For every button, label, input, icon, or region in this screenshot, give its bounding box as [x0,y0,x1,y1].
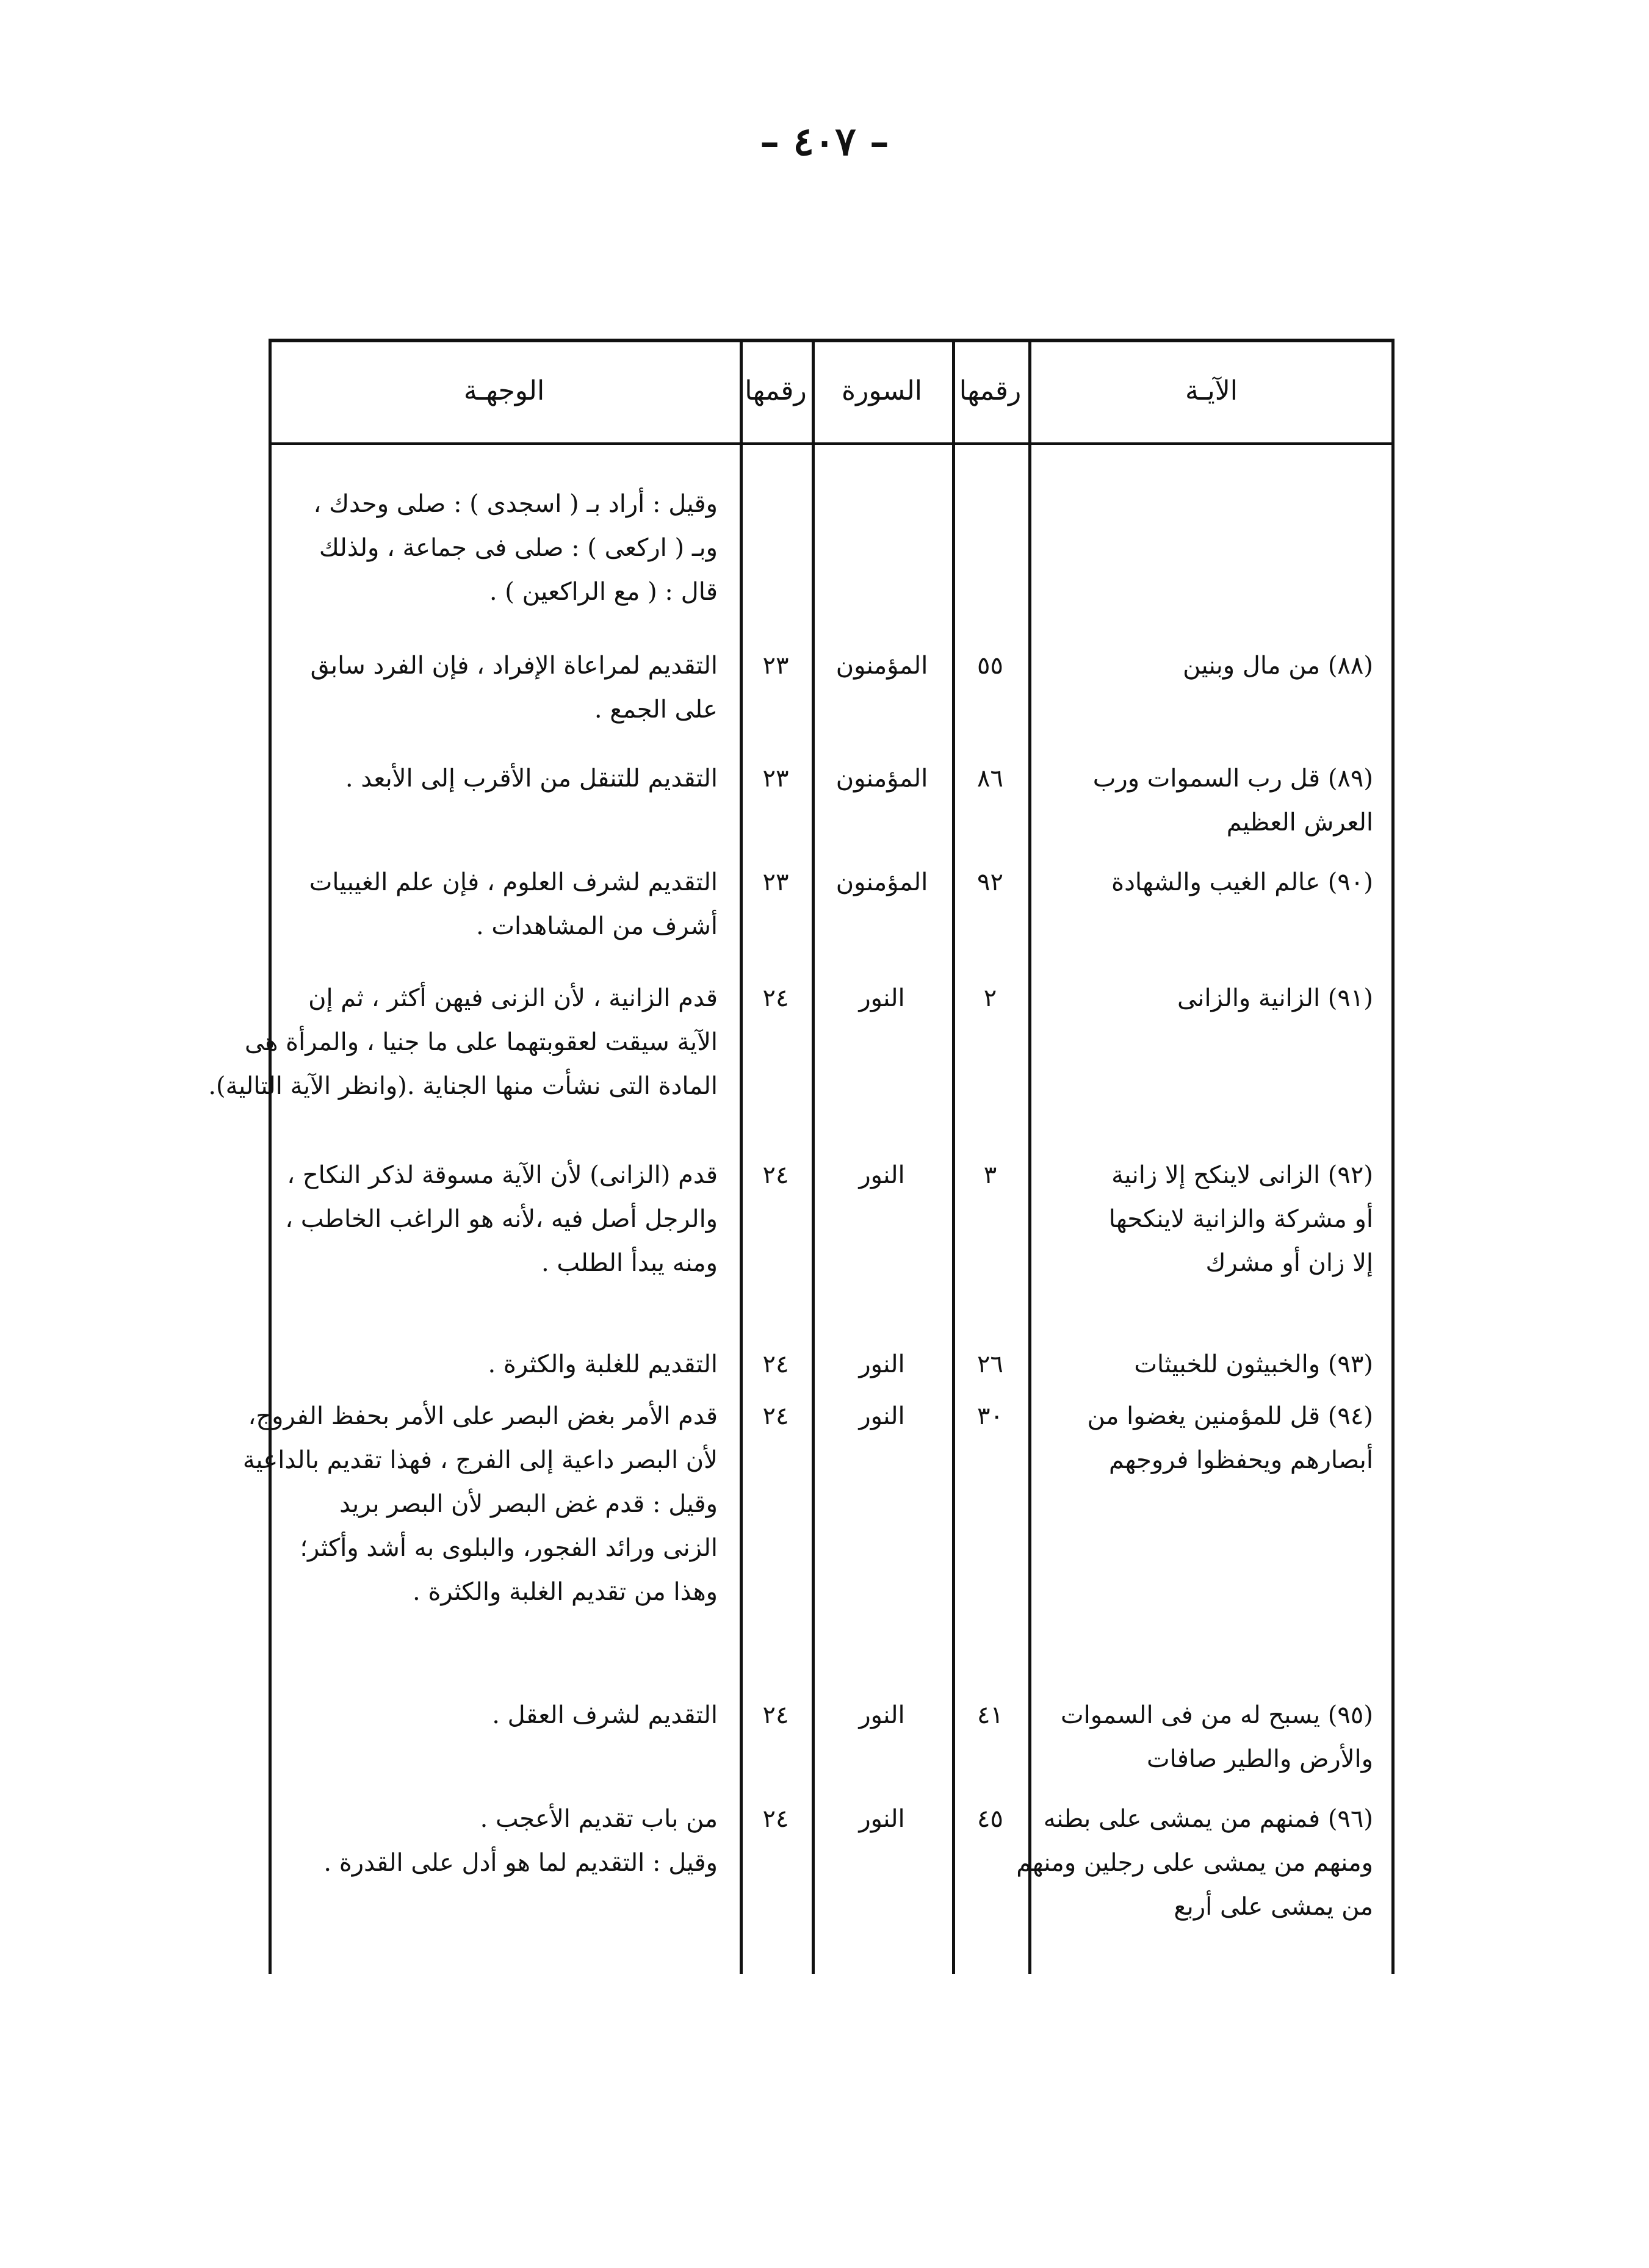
header-aya-number: رقمها [959,375,1022,406]
sura-number-cell: ٢٤ [762,1701,789,1729]
sura-cell: النور [859,1161,905,1189]
wajh-cell [269,1153,740,1285]
sura-number-cell: ٢٤ [762,1350,789,1378]
wajh-cell [269,757,740,844]
wajh-cell [269,1342,740,1386]
wajh-cell [269,1693,740,1781]
sura-cell [812,482,952,614]
table-row [242,1394,1391,1614]
wajh-cell-line: التقديم لشرف العقل . [492,1701,718,1729]
table-header-border [269,442,1395,445]
wajh-cell-line: المادة التى نشأت منها الجناية .(وانظر الآية التالية). [208,1072,718,1100]
table-row [269,644,1391,732]
sura-number-cell: ٢٣ [762,765,789,793]
aya-cell [1028,976,1391,1108]
sura-cell: المؤمنون [835,765,928,793]
aya-cell [1028,482,1391,614]
aya-number-cell: ٨٦ [977,765,1003,793]
wajh-cell [269,860,740,948]
sura-cell: النور [859,1350,905,1378]
aya-cell-line: أبصارهم ويحفظوا فروجهم [1109,1446,1373,1474]
wajh-cell [269,644,740,732]
header-wajh: الوجهـة [463,375,545,406]
sura-number-cell: ٢٤ [762,1805,789,1833]
sura-number-cell [740,482,812,614]
wajh-cell-line: ومنه يبدأ الطلب . [541,1249,718,1277]
wajh-cell-line: على الجمع . [594,696,718,724]
table-header [269,339,1395,442]
wajh-cell-line: قدم الزانية ، لأن الزنى فيهن أكثر ، ثم إن [308,984,718,1012]
aya-cell-line: إلا زان أو مشرك [1205,1249,1373,1277]
page-number: – ٤٠٧ – [760,119,889,165]
aya-cell [1028,1394,1391,1614]
aya-number-cell: ٤٥ [977,1805,1003,1833]
aya-cell-line: (٩٣) والخبيثون للخبيثات [1134,1350,1373,1378]
aya-cell-line: (٩٤) قل للمؤمنين يغضوا من [1087,1402,1373,1430]
wajh-cell-line: الآية سيقت لعقوبتهما على ما جنيا ، والمرأة هى [245,1028,718,1056]
aya-cell-line: (٩١) الزانية والزانى [1177,984,1373,1012]
sura-cell: النور [859,1701,905,1729]
wajh-cell-line: التقديم للغلبة والكثرة . [488,1350,718,1378]
header-sura: السورة [842,375,922,406]
column-line-right [1391,339,1395,1974]
aya-cell-line: (٩٠) عالم الغيب والشهادة [1111,868,1373,896]
table-row [269,1342,1391,1386]
table-row [269,757,1391,844]
wajh-cell-line: التقديم للتنقل من الأقرب إلى الأبعد . [345,765,718,793]
sura-cell: النور [859,984,905,1012]
aya-cell-line: (٨٨) من مال وبنين [1183,652,1373,680]
aya-number-cell: ٣ [983,1161,997,1189]
aya-cell [1028,1693,1391,1781]
table-row [269,860,1391,948]
sura-number-cell: ٢٤ [762,1402,789,1430]
wajh-cell-line: وقيل : التقديم لما هو أدل على القدرة . [323,1849,718,1877]
aya-cell [1028,757,1391,844]
aya-cell-line: والأرض والطير صافات [1146,1745,1373,1773]
sura-cell: النور [859,1805,905,1833]
aya-cell-line: (٩٢) الزانى لاينكح إلا زانية [1111,1161,1373,1189]
wajh-cell [269,482,740,614]
wajh-cell-line: من باب تقديم الأعجب . [480,1805,718,1833]
header-aya: الآيـة [1185,375,1238,406]
table-row [269,1797,1391,1929]
wajh-cell [269,1797,740,1929]
sura-cell: المؤمنون [835,868,928,896]
wajh-cell-line: لأن البصر داعية إلى الفرج ، فهذا تقديم بالداعية [242,1446,718,1474]
sura-number-cell: ٢٣ [762,868,789,896]
aya-number-cell: ٥٥ [977,652,1003,680]
aya-cell-line: ومنهم من يمشى على رجلين ومنهم [1016,1849,1373,1877]
aya-cell-line: العرش العظيم [1226,808,1373,837]
aya-number-cell [952,482,1028,614]
sura-number-cell: ٢٣ [762,652,789,680]
aya-cell [1028,1153,1391,1285]
wajh-cell-line: وهذا من تقديم الغلبة والكثرة . [413,1578,718,1606]
wajh-cell-line: قال : ( مع الراكعين ) . [489,578,718,606]
aya-cell-line: من يمشى على أربع [1174,1893,1373,1921]
wajh-cell-line: قدم الأمر بغض البصر على الأمر بحفظ الفروج، [248,1402,718,1430]
wajh-cell-line: والرجل أصل فيه ،لأنه هو الراغب الخاطب ، [285,1205,718,1233]
sura-cell: النور [859,1402,905,1430]
sura-cell: المؤمنون [835,652,928,680]
header-sura-number: رقمها [745,375,807,406]
wajh-cell-line: الزنى ورائد الفجور، والبلوى به أشد وأكثر؛ [300,1534,718,1562]
table-row [269,1153,1391,1285]
table-row [269,482,1391,614]
aya-cell-line: أو مشركة والزانية لاينكحها [1108,1205,1373,1233]
wajh-cell-line: التقديم لمراعاة الإفراد ، فإن الفرد سابق [310,652,718,680]
aya-number-cell: ٣٠ [977,1402,1003,1430]
aya-number-cell: ٤١ [977,1701,1003,1729]
wajh-cell [242,1394,740,1614]
sura-number-cell: ٢٤ [762,984,789,1012]
wajh-cell-line: وقيل : قدم غض البصر لأن البصر بريد [339,1490,718,1518]
aya-cell [1028,1342,1391,1386]
wajh-cell-line: وقيل : أراد بـ ( اسجدى ) : صلى وحدك ، [313,490,718,518]
wajh-cell-line: قدم (الزانى) لأن الآية مسوقة لذكر النكاح ، [287,1161,718,1189]
aya-number-cell: ٩٢ [977,868,1003,896]
aya-cell-line: (٩٥) يسبح له من فى السموات [1061,1701,1373,1729]
aya-cell [1016,1797,1391,1929]
wajh-cell-line: التقديم لشرف العلوم ، فإن علم الغيبيات [309,868,718,896]
sura-number-cell: ٢٤ [762,1161,789,1189]
aya-cell [1028,860,1391,948]
wajh-cell-line: أشرف من المشاهدات . [475,912,718,940]
wajh-cell [208,976,740,1108]
aya-cell [1028,644,1391,732]
table-row [208,976,1391,1108]
aya-number-cell: ٢٦ [977,1350,1003,1378]
aya-number-cell: ٢ [983,984,997,1012]
aya-cell-line: (٩٦) فمنهم من يمشى على بطنه [1043,1805,1373,1833]
wajh-cell-line: وبـ ( اركعى ) : صلى فى جماعة ، ولذلك [319,534,718,562]
table-row [269,1693,1391,1781]
aya-cell-line: (٨٩) قل رب السموات ورب [1092,765,1373,793]
